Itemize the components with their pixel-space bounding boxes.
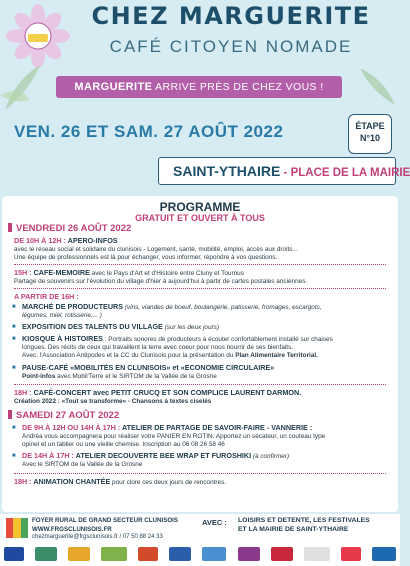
leaves-decoration-right <box>340 60 400 110</box>
anim-title: ANIMATION CHANTÉE <box>33 477 111 486</box>
ministere-logo <box>4 547 24 561</box>
separator <box>14 288 386 289</box>
cluny-logo <box>238 547 260 561</box>
concert-item <box>14 389 392 406</box>
communaute-logo <box>202 547 226 561</box>
kiosque-item <box>12 335 392 361</box>
apero-line1: avec le réseau social et solidaire du clunisois - Logement, santé, mobilité, emploi, accès aux droits... <box>14 246 298 254</box>
sncf-logo <box>341 547 361 561</box>
saturday-heading <box>8 410 119 421</box>
kiosque-title: KIOSQUE À HISTOIRES <box>22 334 103 343</box>
departement-logo <box>138 547 158 561</box>
expo-detail: (sur les deux jours) <box>162 324 219 331</box>
poster-header <box>0 0 400 120</box>
bee-extra: (à confirmer) <box>251 453 290 460</box>
memoire-time: 15H : <box>14 268 34 277</box>
program-subtitle: GRATUIT ET OUVERT À TOUS <box>135 213 265 223</box>
heading-bar-icon <box>8 223 12 232</box>
memoire-item <box>14 269 392 286</box>
separator <box>14 264 386 265</box>
partner-line1: LOISIRS ET DETENTE, LES FESTIVALES <box>238 517 370 524</box>
pause-line: Point-infos <box>22 373 56 381</box>
atelier-title: ATELIER DE PARTAGE DE SAVOIR-FAIRE - VANNERIE : <box>122 423 313 432</box>
apero-time: DE 10H À 12H : <box>14 236 68 245</box>
atelier-time: DE 9H À 12H OU 14H À 17H : <box>22 423 122 432</box>
market-detail: (vins, viandes de boeuf, boulangerie, patisserie, fromages, escargots, <box>123 304 322 311</box>
apero-line2: Une équipe de professionnels est là pour échanger, vous informer, répondre à vos questions. <box>14 254 278 262</box>
friday-label: VENDREDI 26 AOÛT 2022 <box>16 223 132 234</box>
leader-logo <box>101 547 127 561</box>
foyer-info <box>32 517 178 542</box>
animation-item <box>14 478 392 487</box>
atelier-item <box>12 424 392 450</box>
beewrap-item <box>12 452 392 469</box>
avec-label: AVEC : <box>202 518 227 527</box>
marguerite-partner-logo <box>304 547 330 561</box>
concert-title: CAFÉ-CONCERT avec PETIT CRUCQ ET SON COMPLICE LAURENT DARMON. <box>33 388 302 397</box>
location-box <box>158 157 410 185</box>
partner-logos <box>4 545 396 563</box>
plan-logo <box>271 547 293 561</box>
program-card <box>2 196 398 512</box>
foyer-contact: chezmarguerite@frgsclunisois.fr / 07 50 88 24 33 <box>32 534 163 541</box>
region-logo <box>68 547 90 561</box>
apero-item <box>14 237 392 263</box>
pause-title: PAUSE-CAFÉ «MOBILITÉS EN CLUNISOIS» et «ECONOMIE CIRCULAIRE» <box>22 363 275 372</box>
concert-time: 18H : <box>14 388 34 397</box>
kiosque-line1: : Portraits sonores de producteurs à écouter confortablement installé sur chaises <box>102 336 333 343</box>
friday-heading <box>8 223 131 234</box>
kiosque-bold: Plan Alimentaire Territorial. <box>235 352 318 360</box>
bee-time: DE 14H À 17H : <box>22 451 76 460</box>
separator <box>14 473 386 474</box>
memoire-title: CAFE-MEMOIRE <box>33 268 90 277</box>
pause-cafe-item <box>12 364 392 381</box>
partner-line2: ET LA MAIRIE DE SAINT-YTHAIRE <box>238 525 349 533</box>
caf-logo <box>35 547 57 561</box>
etape-number: N°10 <box>359 133 381 143</box>
town-name: SAINT-YTHAIRE <box>173 163 281 179</box>
program-title: PROGRAMME <box>159 200 241 214</box>
partner-text <box>238 517 370 534</box>
heading-bar-icon <box>8 410 12 419</box>
tagline-banner <box>56 76 342 98</box>
foyer-rural-logo <box>6 518 28 538</box>
etape-badge <box>348 114 392 154</box>
memoire-line2: Partage de souvenirs sur l'évolution du village d'hier à aujourd'hui à partir de cartes postales anciennes. <box>14 278 308 286</box>
banner-strong: MARGUERITE <box>74 81 153 93</box>
leaves-decoration-left <box>0 55 60 115</box>
msa-logo <box>169 547 191 561</box>
place-name: - PLACE DE LA MAIRIE <box>280 167 410 179</box>
concert-line: Création 2022 : «Tout se transforme» - Chansons à textes ciselés <box>14 398 212 406</box>
separator <box>14 384 386 385</box>
event-dates: VEN. 26 ET SAM. 27 AOÛT 2022 <box>14 122 284 141</box>
market-title: MARCHÉ DE PRODUCTEURS <box>22 302 124 311</box>
poster-title: CHEZ MARGUERITE <box>91 2 371 30</box>
agence-logo <box>372 547 396 561</box>
poster-subtitle: CAFÉ CITOYEN NOMADE <box>109 37 353 56</box>
atelier-line1: Andréa vous accompagnera pour réaliser votre PANIER EN ROTIN. Apportez un sécateur, un couteau type <box>22 433 326 441</box>
market-item <box>12 303 392 320</box>
foyer-website[interactable]: WWW.FRGSCLUNISOIS.FR <box>32 525 112 533</box>
apero-title: APERO-INFOS <box>67 236 118 245</box>
expo-title: EXPOSITION DES TALENTS DU VILLAGE <box>22 322 163 331</box>
foyer-org: FOYER RURAL DE GRAND SECTEUR CLUNISOIS <box>32 517 178 524</box>
pause-rest: avec Mobil'Terre et le SIRTOM de la Vallée de la Grosne <box>55 373 217 381</box>
banner-rest: ARRIVE PRÈS DE CHEZ VOUS ! <box>152 81 324 93</box>
atelier-line2: opinel et un tablier ou une vieille chemise. Inscription au 06 08 26 58 46 <box>22 441 225 449</box>
saturday-label: SAMEDI 27 AOÛT 2022 <box>16 410 120 421</box>
kiosque-line2: longues. Des récits de ceux qui travaillent la terre avec coeur pour nous nourrir de ses bienfaits. <box>22 344 294 352</box>
anim-time: 18H : <box>14 477 34 486</box>
anim-rest: pour clore ces deux jours de rencontres. <box>110 479 227 486</box>
bee-line: Avec le SIRTOM de la Vallée de la Grosne <box>22 461 143 469</box>
etape-label: ÉTAPE <box>355 121 385 131</box>
expo-item <box>12 323 392 332</box>
memoire-line1: avec le Pays d'Art et d'Histoire entre Cluny et Tournus <box>89 270 244 277</box>
kiosque-line3: Avec: l'Association Antipodes et la CC du Clunisois pour la présentation du <box>22 352 236 360</box>
market-detail2: légumes, miel, rotisserie,... ) <box>22 312 102 320</box>
from-16h-heading: A PARTIR DE 16H : <box>14 292 79 301</box>
bee-title: ATELIER DECOUVERTE BEE WRAP ET FUROSHIKI <box>75 451 252 460</box>
poster-footer <box>0 514 400 566</box>
